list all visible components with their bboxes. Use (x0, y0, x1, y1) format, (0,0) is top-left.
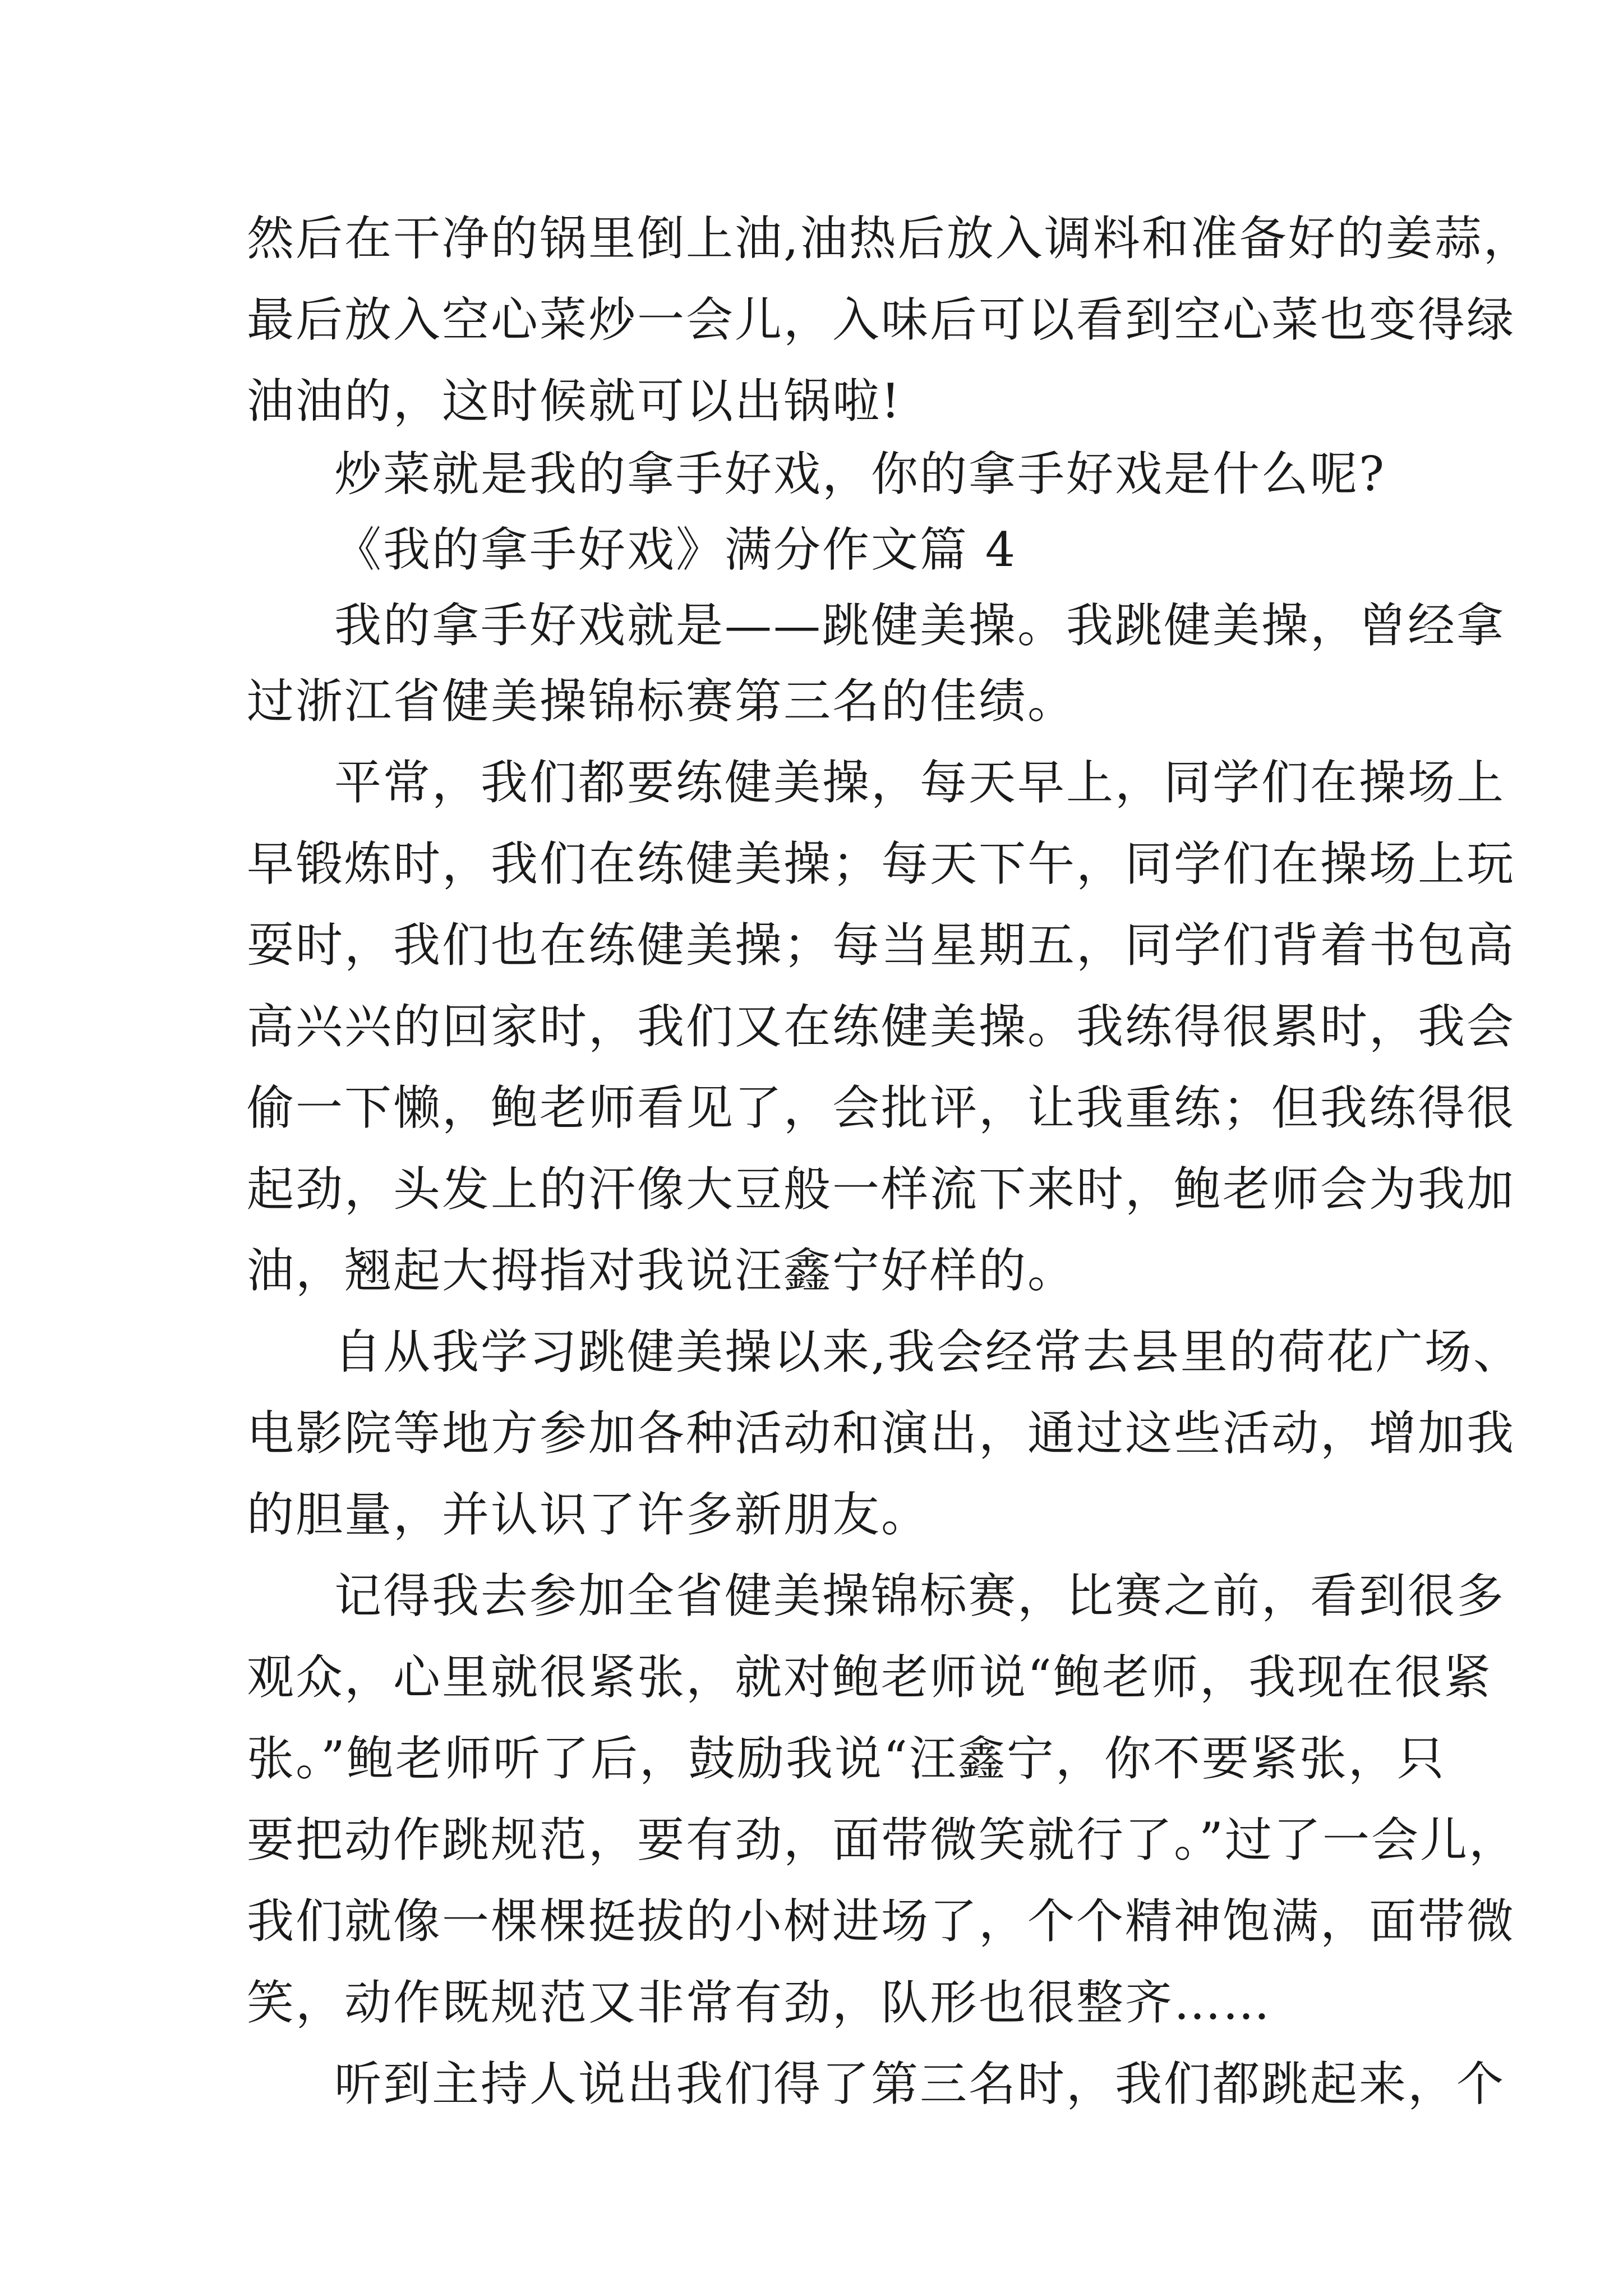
text-line: 最后放入空心菜炒一会儿，入味后可以看到空心菜也变得绿 (247, 292, 1516, 347)
text-line: 平常，我们都要练健美操，每天早上，同学们在操场上 (334, 755, 1506, 810)
text-line: 过浙江省健美操锦标赛第三名的佳绩。 (247, 674, 1077, 729)
text-line: 自从我学习跳健美操以来,我会经常去县里的荷花广场、 (334, 1324, 1522, 1379)
section-heading: 《我的拿手好戏》满分作文篇 4 (334, 522, 1017, 577)
text-line: 油油的，这时候就可以出锅啦! (247, 374, 902, 429)
text-line: 的胆量，并认识了许多新朋友。 (247, 1487, 930, 1542)
text-line: 起劲，头发上的汗像大豆般一样流下来时，鲍老师会为我加 (247, 1162, 1516, 1217)
text-line: 偷一下懒，鲍老师看见了，会批评，让我重练；但我练得很 (247, 1080, 1516, 1135)
text-line: 油，翘起大拇指对我说汪鑫宁好样的。 (247, 1243, 1077, 1298)
text-line: 听到主持人说出我们得了第三名时，我们都跳起来，个 (334, 2056, 1506, 2111)
text-line: 然后在干净的锅里倒上油,油热后放入调料和准备好的姜蒜， (247, 211, 1532, 266)
text-line: 我的拿手好戏就是——跳健美操。我跳健美操，曾经拿 (334, 598, 1506, 653)
text-line: 张。”鲍老师听了后，鼓励我说“汪鑫宁，你不要紧张，只 (247, 1731, 1446, 1786)
text-line: 高兴兴的回家时，我们又在练健美操。我练得很累时，我会 (247, 999, 1516, 1054)
text-line: 笑，动作既规范又非常有劲，队形也很整齐…… (247, 1975, 1272, 2030)
text-line: 炒菜就是我的拿手好戏，你的拿手好戏是什么呢? (334, 447, 1386, 501)
text-line: 观众，心里就很紧张，就对鲍老师说“鲍老师，我现在很紧 (247, 1650, 1492, 1705)
text-line: 要把动作跳规范，要有劲，面带微笑就行了。”过了一会儿， (247, 1812, 1518, 1867)
text-line: 耍时，我们也在练健美操；每当星期五，同学们背着书包高 (247, 918, 1516, 973)
text-line: 早锻炼时，我们在练健美操；每天下午，同学们在操场上玩 (247, 836, 1516, 891)
text-line: 记得我去参加全省健美操锦标赛，比赛之前，看到很多 (334, 1568, 1506, 1623)
text-line: 电影院等地方参加各种活动和演出，通过这些活动，增加我 (247, 1406, 1516, 1461)
text-line: 我们就像一棵棵挺拔的小树进场了，个个精神饱满，面带微 (247, 1894, 1516, 1949)
